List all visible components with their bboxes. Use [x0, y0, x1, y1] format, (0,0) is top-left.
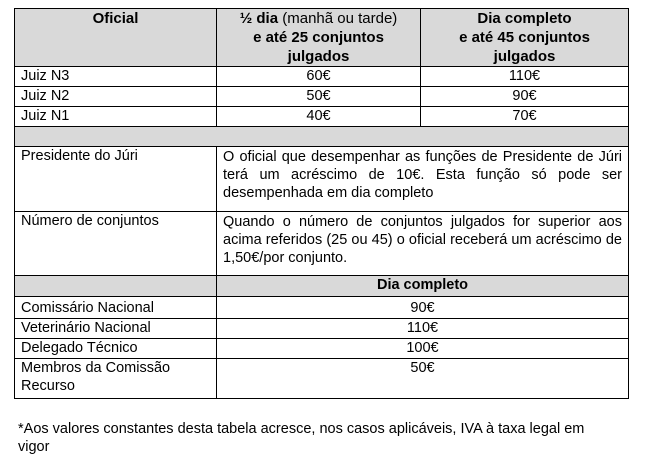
judge-full-day-fee: 110€: [421, 67, 629, 87]
separator-cell: [15, 127, 629, 147]
separator-row: [15, 127, 629, 147]
rule-text: O oficial que desempenhar as funções de Presidente de Júri terá um acréscimo de 10€. Esta função só pode ser desempenhada em dia completo: [217, 147, 629, 212]
judge-name: Juiz N3: [15, 67, 217, 87]
header-half-day: [217, 9, 421, 67]
header-half-day-title: ½ dia: [239, 10, 279, 27]
table-row: [15, 319, 629, 339]
official-name: Veterinário Nacional: [15, 319, 217, 339]
official-fee: 100€: [217, 339, 629, 359]
table-row: [15, 107, 629, 127]
judge-half-day-fee: 40€: [217, 107, 421, 127]
full-day-header-spacer: [15, 276, 217, 297]
judge-full-day-fee: 70€: [421, 107, 629, 127]
official-name: Membros da Comissão Recurso: [15, 359, 217, 399]
header-half-day-note: (manhã ou tarde): [278, 10, 398, 27]
rule-name: Presidente do Júri: [15, 147, 217, 212]
judge-full-day-fee: 90€: [421, 87, 629, 107]
header-full-day-title: Dia completo: [477, 10, 572, 27]
official-fee: 110€: [217, 319, 629, 339]
header-full-day-unit: julgados: [493, 48, 556, 65]
official-fee: 90€: [217, 297, 629, 319]
header-oficial: Oficial: [15, 9, 217, 67]
table-row: [15, 359, 629, 399]
table-row: [15, 339, 629, 359]
judge-name: Juiz N2: [15, 87, 217, 107]
judge-half-day-fee: 60€: [217, 67, 421, 87]
table-row: [15, 87, 629, 107]
header-half-day-limit: e até 25 conjuntos: [253, 29, 384, 46]
header-full-day: [421, 9, 629, 67]
header-half-day-unit: julgados: [287, 48, 350, 65]
full-day-header-row: [15, 276, 629, 297]
header-row: [15, 9, 629, 67]
judge-half-day-fee: 50€: [217, 87, 421, 107]
rule-name: Número de conjuntos: [15, 212, 217, 276]
judge-name: Juiz N1: [15, 107, 217, 127]
table-row: [15, 67, 629, 87]
official-fee: 50€: [217, 359, 629, 399]
table-row: [15, 212, 629, 276]
official-name: Delegado Técnico: [15, 339, 217, 359]
table-row: [15, 297, 629, 319]
official-name: Comissário Nacional: [15, 297, 217, 319]
fees-table: [14, 8, 629, 399]
table-row: [15, 147, 629, 212]
rule-text: Quando o número de conjuntos julgados for superior aos acima referidos (25 ou 45) o oficial receberá um acréscimo de 1,50€/por conjunto.: [217, 212, 629, 276]
full-day-header: Dia completo: [217, 276, 629, 297]
footnote: *Aos valores constantes desta tabela acresce, nos casos aplicáveis, IVA à taxa legal em vigor: [18, 421, 585, 455]
header-full-day-limit: e até 45 conjuntos: [459, 29, 590, 46]
